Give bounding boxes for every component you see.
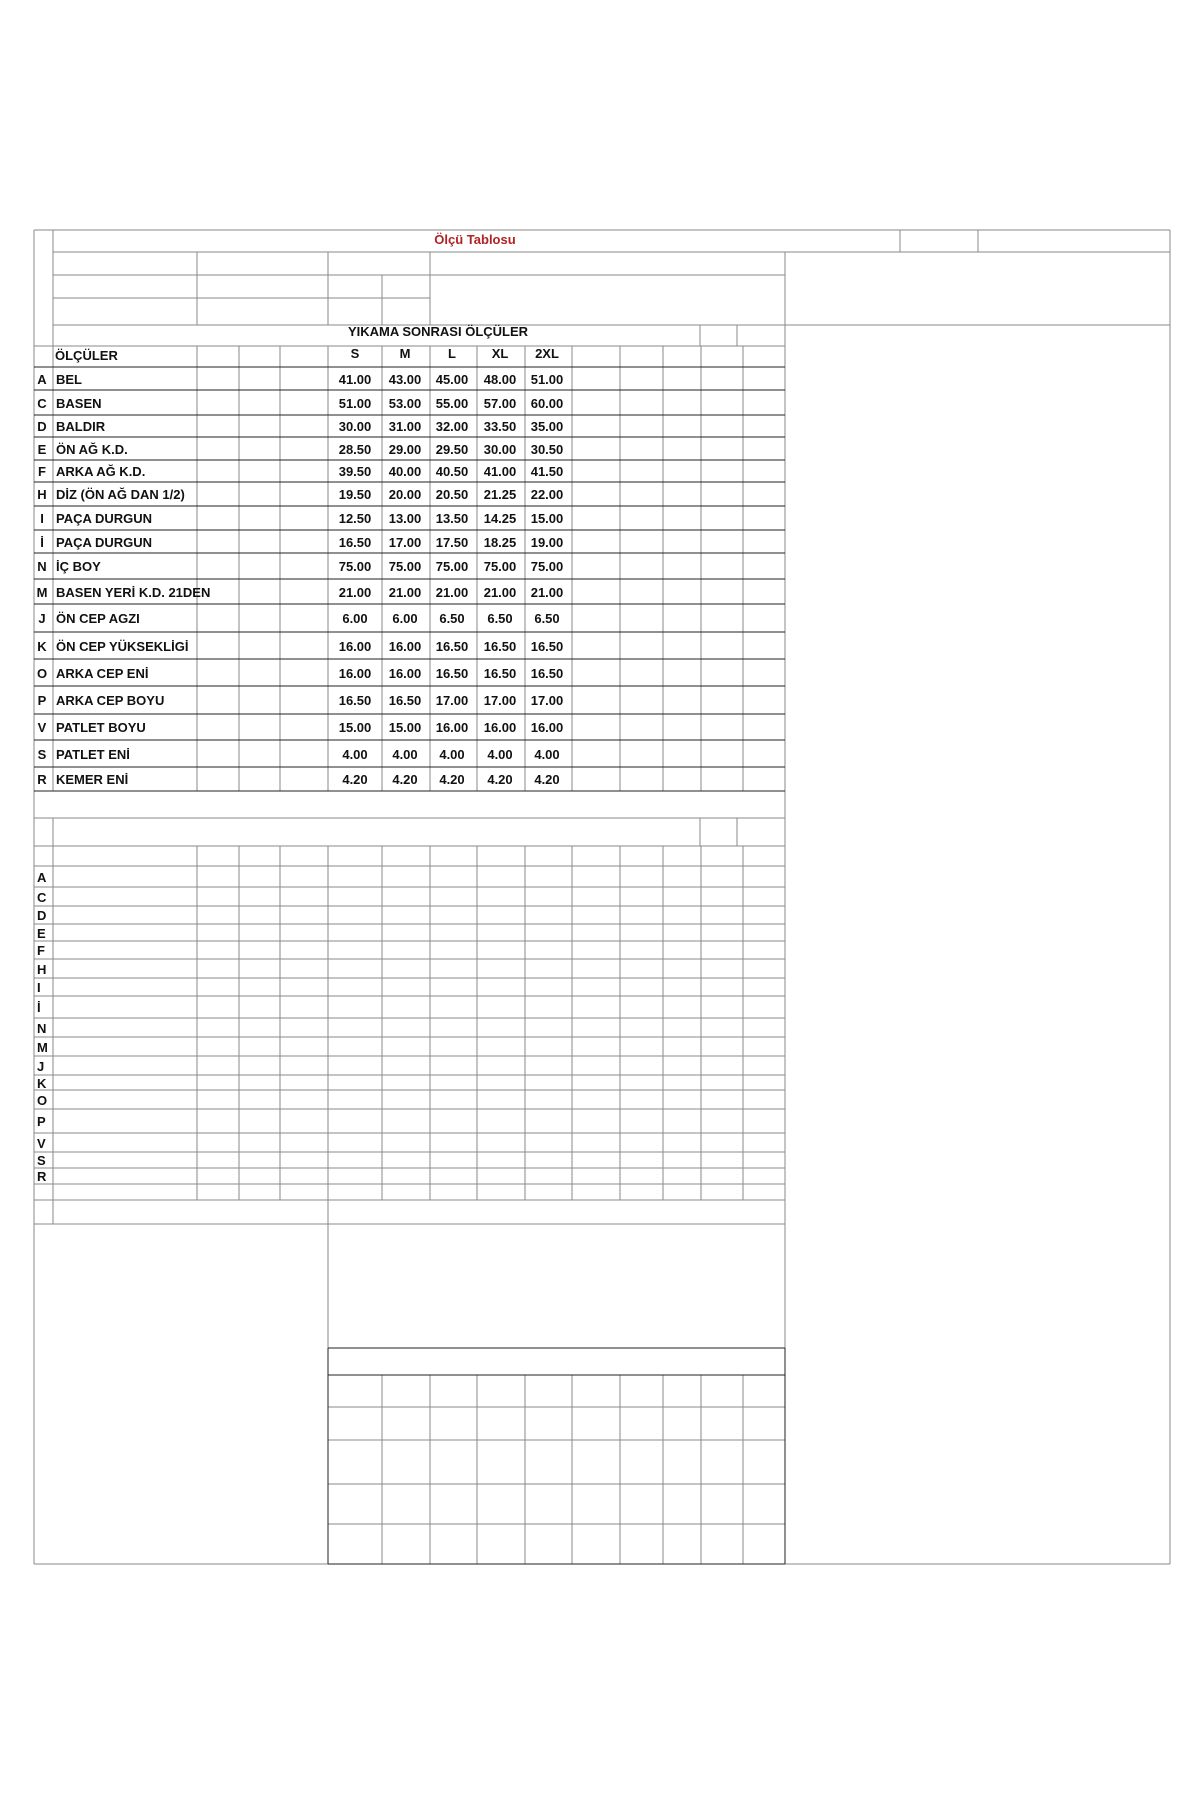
row-value-m: 21.00 [388, 585, 422, 600]
row-value-2xl: 4.00 [534, 747, 560, 762]
row-measure-name: BEL [56, 372, 82, 387]
row-value-2xl: 16.50 [530, 639, 564, 654]
lower-row-code: C [37, 890, 47, 905]
row-value-s: 51.00 [338, 396, 372, 411]
row-code: R [37, 772, 47, 787]
row-value-s: 15.00 [338, 720, 372, 735]
row-value-l: 16.00 [435, 720, 469, 735]
row-code: P [37, 693, 47, 708]
row-value-2xl: 17.00 [530, 693, 564, 708]
row-value-m: 16.00 [388, 639, 422, 654]
row-value-s: 16.00 [338, 639, 372, 654]
size-header-m: M [399, 346, 411, 361]
section-title: YIKAMA SONRASI ÖLÇÜLER [347, 324, 529, 339]
row-value-m: 29.00 [388, 442, 422, 457]
row-value-xl: 14.25 [483, 511, 517, 526]
row-value-xl: 16.50 [483, 639, 517, 654]
row-value-2xl: 16.00 [530, 720, 564, 735]
row-value-xl: 6.50 [487, 611, 513, 626]
row-value-2xl: 22.00 [530, 487, 564, 502]
row-value-xl: 33.50 [483, 419, 517, 434]
row-value-s: 19.50 [338, 487, 372, 502]
size-header-l: L [448, 346, 456, 361]
row-value-xl: 18.25 [483, 535, 517, 550]
row-value-xl: 16.50 [483, 666, 517, 681]
row-value-m: 4.00 [392, 747, 418, 762]
row-value-l: 75.00 [435, 559, 469, 574]
row-code: E [37, 442, 47, 457]
lower-code-column [37, 870, 48, 1184]
row-code: V [37, 720, 47, 735]
row-value-l: 4.00 [439, 747, 465, 762]
row-value-s: 4.00 [342, 747, 368, 762]
row-value-l: 16.50 [435, 666, 469, 681]
row-value-2xl: 21.00 [530, 585, 564, 600]
row-value-s: 16.50 [338, 535, 372, 550]
lower-row-code: K [37, 1076, 47, 1091]
lower-row-code: O [37, 1093, 48, 1108]
table-grid [34, 230, 1170, 1564]
row-value-2xl: 15.00 [530, 511, 564, 526]
row-value-l: 21.00 [435, 585, 469, 600]
lower-row-code: R [37, 1169, 47, 1184]
lower-row-code: E [37, 926, 46, 941]
lower-row-code: M [37, 1040, 48, 1055]
size-header-2xl: 2XL [535, 346, 559, 361]
row-value-2xl: 41.50 [530, 464, 564, 479]
row-value-l: 20.50 [435, 487, 469, 502]
row-code: F [38, 464, 46, 479]
lower-row-code: A [37, 870, 47, 885]
row-code: C [37, 396, 47, 411]
row-value-xl: 75.00 [483, 559, 517, 574]
lower-row-code: İ [37, 1000, 41, 1015]
row-value-l: 45.00 [435, 372, 469, 387]
row-value-xl: 21.25 [483, 487, 517, 502]
row-measure-name: PAÇA DURGUN [56, 535, 153, 550]
row-value-m: 13.00 [388, 511, 422, 526]
row-value-2xl: 6.50 [534, 611, 560, 626]
row-value-2xl: 51.00 [530, 372, 564, 387]
row-measure-name: ARKA CEP ENİ [56, 666, 149, 681]
row-measure-name: BALDIR [56, 419, 106, 434]
lower-row-code: H [37, 962, 47, 977]
row-value-s: 41.00 [338, 372, 372, 387]
row-code: O [36, 666, 48, 681]
lower-row-code: J [37, 1059, 45, 1074]
row-code: D [37, 419, 47, 434]
lower-row-code: P [37, 1114, 46, 1129]
row-value-xl: 16.00 [483, 720, 517, 735]
row-value-m: 16.00 [388, 666, 422, 681]
measurements-header: ÖLÇÜLER [55, 348, 118, 363]
row-value-s: 16.50 [338, 693, 372, 708]
row-value-l: 55.00 [435, 396, 469, 411]
row-value-2xl: 60.00 [530, 396, 564, 411]
size-header-s: S [350, 346, 360, 361]
row-value-l: 6.50 [439, 611, 465, 626]
row-measure-name: PATLET ENİ [56, 747, 130, 762]
row-value-xl: 4.00 [487, 747, 513, 762]
row-code: İ [40, 535, 44, 550]
row-value-2xl: 35.00 [530, 419, 564, 434]
row-measure-name: BASEN YERİ K.D. 21DEN [56, 585, 211, 600]
row-value-l: 4.20 [439, 772, 465, 787]
row-measure-name: BASEN [56, 396, 102, 411]
lower-row-code: V [37, 1136, 46, 1151]
row-value-xl: 57.00 [483, 396, 517, 411]
row-measure-name: PATLET BOYU [56, 720, 146, 735]
lower-row-code: I [37, 980, 41, 995]
row-value-xl: 41.00 [483, 464, 517, 479]
row-value-m: 16.50 [388, 693, 422, 708]
row-value-s: 28.50 [338, 442, 372, 457]
row-value-m: 31.00 [388, 419, 422, 434]
row-measure-name: ÖN AĞ K.D. [56, 442, 128, 457]
row-value-m: 20.00 [388, 487, 422, 502]
row-value-s: 16.00 [338, 666, 372, 681]
row-value-l: 17.50 [435, 535, 469, 550]
lower-row-code: S [37, 1153, 46, 1168]
row-measure-name: ARKA CEP BOYU [56, 693, 165, 708]
lower-row-code: F [37, 943, 45, 958]
row-value-l: 40.50 [435, 464, 469, 479]
row-measure-name: ARKA AĞ K.D. [56, 464, 146, 479]
lower-row-code: D [37, 908, 47, 923]
row-value-m: 40.00 [388, 464, 422, 479]
row-value-m: 4.20 [392, 772, 418, 787]
row-value-s: 30.00 [338, 419, 372, 434]
size-header-xl: XL [491, 346, 509, 361]
row-code: J [38, 611, 46, 626]
row-value-l: 29.50 [435, 442, 469, 457]
row-code: A [37, 372, 47, 387]
row-code: N [37, 559, 47, 574]
row-value-m: 6.00 [392, 611, 418, 626]
row-value-s: 4.20 [342, 772, 368, 787]
row-value-2xl: 4.20 [534, 772, 560, 787]
row-value-m: 43.00 [388, 372, 422, 387]
row-value-2xl: 19.00 [530, 535, 564, 550]
row-value-l: 13.50 [435, 511, 469, 526]
row-measure-name: ÖN CEP AGZI [56, 611, 140, 626]
row-value-xl: 17.00 [483, 693, 517, 708]
row-measure-name: ÖN CEP YÜKSEKLİGİ [56, 639, 189, 654]
row-value-m: 53.00 [388, 396, 422, 411]
row-value-2xl: 30.50 [530, 442, 564, 457]
row-value-s: 39.50 [338, 464, 372, 479]
row-value-s: 6.00 [342, 611, 368, 626]
row-value-s: 75.00 [338, 559, 372, 574]
row-measure-name: İÇ BOY [56, 559, 101, 574]
row-code: I [40, 511, 44, 526]
row-value-2xl: 16.50 [530, 666, 564, 681]
row-value-xl: 30.00 [483, 442, 517, 457]
lower-row-code: N [37, 1021, 47, 1036]
row-code: S [37, 747, 47, 762]
row-code: M [36, 585, 48, 600]
row-value-2xl: 75.00 [530, 559, 564, 574]
row-measure-name: KEMER ENİ [56, 772, 129, 787]
row-value-xl: 21.00 [483, 585, 517, 600]
row-value-s: 12.50 [338, 511, 372, 526]
row-value-xl: 4.20 [487, 772, 513, 787]
row-value-xl: 48.00 [483, 372, 517, 387]
row-value-m: 17.00 [388, 535, 422, 550]
row-code: K [37, 639, 47, 654]
row-value-m: 75.00 [388, 559, 422, 574]
row-value-l: 17.00 [435, 693, 469, 708]
row-value-l: 32.00 [435, 419, 469, 434]
row-value-m: 15.00 [388, 720, 422, 735]
row-measure-name: PAÇA DURGUN [56, 511, 153, 526]
row-value-l: 16.50 [435, 639, 469, 654]
row-value-s: 21.00 [338, 585, 372, 600]
row-measure-name: DİZ (ÖN AĞ DAN 1/2) [56, 487, 185, 502]
sheet-title: Ölçü Tablosu [434, 232, 516, 247]
row-code: H [37, 487, 47, 502]
